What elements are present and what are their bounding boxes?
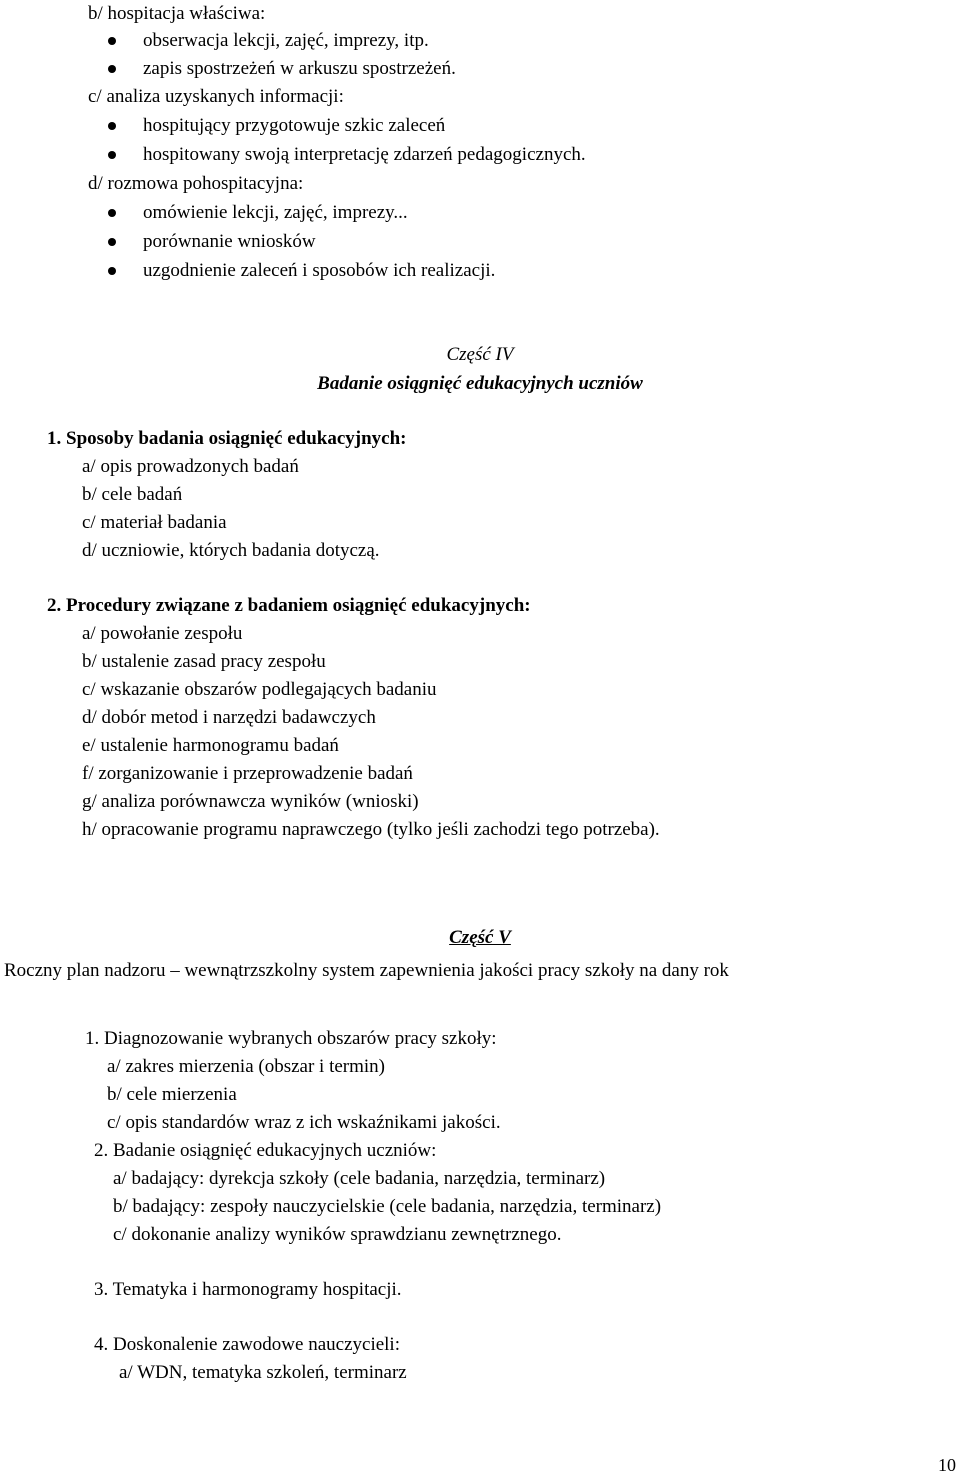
list-item: d/ dobór metod i narzędzi badawczych (82, 707, 376, 728)
part-5-heading-1: 1. Diagnozowanie wybranych obszarów pracy szkoły: (85, 1028, 497, 1049)
bullet-icon (108, 238, 116, 246)
section-c-title: c/ analiza uzyskanych informacji: (88, 86, 344, 107)
list-item: d/ uczniowie, których badania dotyczą. (82, 540, 380, 561)
list-item: omówienie lekcji, zajęć, imprezy... (143, 202, 408, 223)
list-item: h/ opracowanie programu naprawczego (tylko jeśli zachodzi tego potrzeba). (82, 819, 660, 840)
part-5-heading-2: 2. Badanie osiągnięć edukacyjnych uczniów: (94, 1140, 437, 1161)
bullet-icon (108, 65, 116, 73)
section-d-title: d/ rozmowa pohospitacyjna: (88, 173, 304, 194)
part-4-heading-1: 1. Sposoby badania osiągnięć edukacyjnych: (47, 428, 407, 449)
part-4-title: Badanie osiągnięć edukacyjnych uczniów (317, 373, 643, 394)
bullet-icon (108, 209, 116, 217)
list-item: b/ cele mierzenia (107, 1084, 237, 1105)
list-item: a/ WDN, tematyka szkoleń, terminarz (119, 1362, 407, 1383)
part-5-title: Roczny plan nadzoru – wewnątrzszkolny system zapewnienia jakości pracy szkoły na dany rok (4, 960, 729, 981)
part-5-heading-4: 4. Doskonalenie zawodowe nauczycieli: (94, 1334, 400, 1355)
part-5-label: Część V (449, 927, 511, 948)
part-5-heading-3: 3. Tematyka i harmonogramy hospitacji. (94, 1279, 402, 1300)
list-item: a/ zakres mierzenia (obszar i termin) (107, 1056, 385, 1077)
list-item: porównanie wniosków (143, 231, 316, 252)
part-4-label: Część IV (446, 344, 514, 365)
list-item: c/ materiał badania (82, 512, 227, 533)
list-item: b/ cele badań (82, 484, 183, 505)
list-item: a/ badający: dyrekcja szkoły (cele badania, narzędzia, terminarz) (113, 1168, 606, 1189)
list-item: g/ analiza porównawcza wyników (wnioski) (82, 791, 419, 812)
list-item: c/ wskazanie obszarów podlegających badaniu (82, 679, 437, 700)
bullet-icon (108, 151, 116, 159)
list-item: uzgodnienie zaleceń i sposobów ich realizacji. (143, 260, 496, 281)
part-4-heading-2: 2. Procedury związane z badaniem osiągnięć edukacyjnych: (47, 595, 531, 616)
list-item: a/ powołanie zespołu (82, 623, 243, 644)
list-item: f/ zorganizowanie i przeprowadzenie badań (82, 763, 413, 784)
list-item: c/ opis standardów wraz z ich wskaźnikami jakości. (107, 1112, 501, 1133)
page-number: 10 (938, 1455, 956, 1475)
list-item: b/ ustalenie zasad pracy zespołu (82, 651, 326, 672)
list-item: e/ ustalenie harmonogramu badań (82, 735, 339, 756)
list-item: c/ dokonanie analizy wyników sprawdzianu zewnętrznego. (113, 1224, 562, 1245)
bullet-icon (108, 122, 116, 130)
section-b-title: b/ hospitacja właściwa: (88, 3, 266, 24)
bullet-icon (108, 267, 116, 275)
list-item: hospitujący przygotowuje szkic zaleceń (143, 115, 446, 136)
list-item: obserwacja lekcji, zajęć, imprezy, itp. (143, 30, 429, 51)
list-item: a/ opis prowadzonych badań (82, 456, 299, 477)
list-item: zapis spostrzeżeń w arkuszu spostrzeżeń. (143, 58, 456, 79)
list-item: b/ badający: zespoły nauczycielskie (cele badania, narzędzia, terminarz) (113, 1196, 662, 1217)
bullet-icon (108, 37, 116, 45)
list-item: hospitowany swoją interpretację zdarzeń pedagogicznych. (143, 144, 586, 165)
